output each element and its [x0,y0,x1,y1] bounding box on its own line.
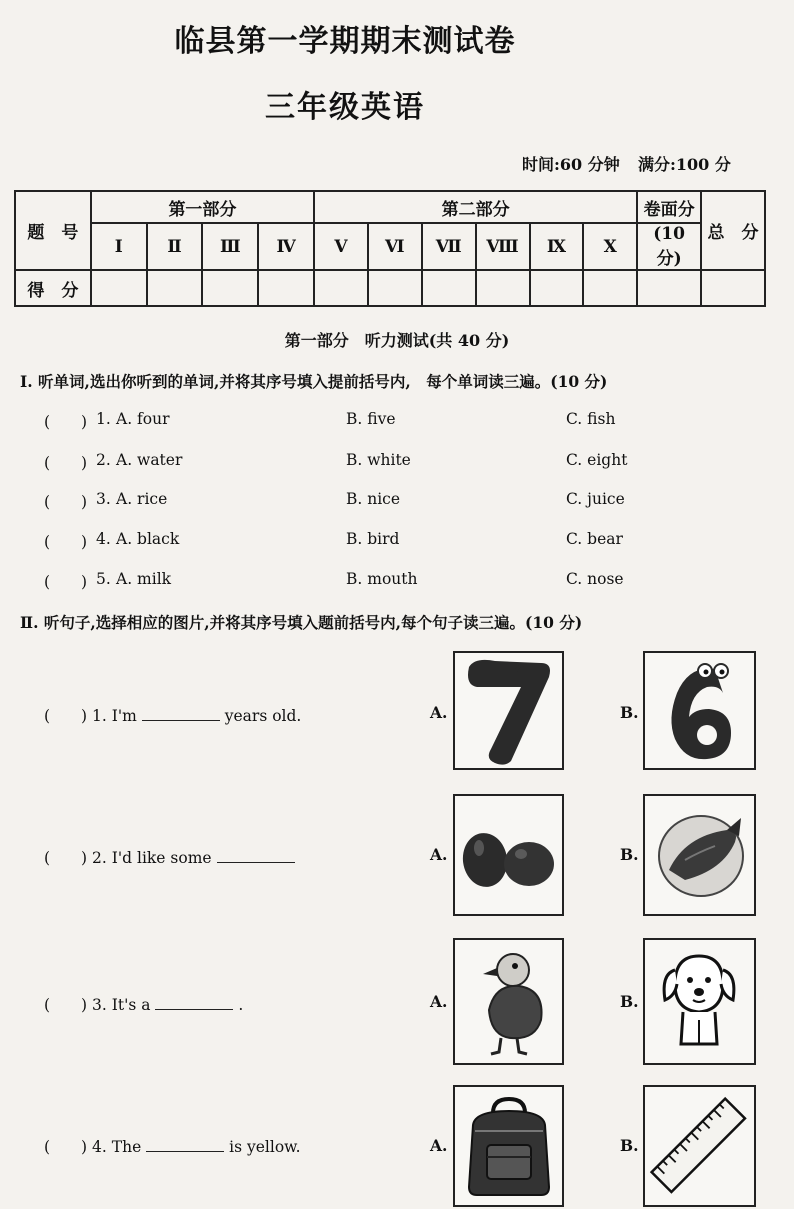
answer-paren[interactable]: ( ) [44,493,88,511]
eggs-icon [455,796,562,914]
answer-paren[interactable]: ( ) [44,849,88,867]
score-table-paper-score-value: (10 分) [637,223,701,270]
score-cell[interactable] [91,270,147,306]
option-a: A. milk [116,570,172,588]
score-cell[interactable] [202,270,258,306]
picture-dog[interactable] [643,938,756,1065]
section2-heading: Ⅱ. 听句子,选择相应的图片,并将其序号填入题前括号内,每个句子读三遍。(10 分) [20,613,583,632]
ruler-icon [645,1087,754,1205]
picture-number-six[interactable] [643,651,756,770]
answer-paren[interactable]: ( ) [44,454,88,472]
fish-on-plate-icon [645,796,754,914]
question-number: 5. [96,570,111,588]
score-table-col: Ⅷ [476,223,530,270]
option-b: B. five [346,410,396,428]
question-text: 1. I'm [92,707,137,725]
score-cell[interactable] [583,270,637,306]
score-cell[interactable] [314,270,368,306]
answer-paren[interactable]: ( ) [44,413,88,431]
question-text: 2. I'd like some [92,849,212,867]
picture-bag[interactable] [453,1085,564,1207]
option-b: B. mouth [346,570,418,588]
score-table-part2: 第二部分 [314,191,637,223]
schoolbag-icon [455,1087,562,1205]
option-label-a: A. [430,1136,448,1155]
question-number: 1. [96,410,111,428]
question-text: 3. It's a [92,996,151,1014]
question-number: 2. [96,451,111,469]
score-cell[interactable] [422,270,476,306]
question-2-3 [44,993,243,1015]
score-table-total: 总 分 [701,191,765,270]
option-label-a: A. [430,845,448,864]
option-label-b: B. [620,703,639,722]
picture-number-seven[interactable] [453,651,564,770]
question-text: 4. The [92,1138,142,1156]
duck-icon [455,940,562,1063]
option-label-b: B. [620,845,639,864]
score-cell[interactable] [530,270,584,306]
dog-icon [645,940,754,1063]
answer-paren[interactable]: ( ) [44,707,88,725]
exam-full-score: 满分:100 分 [638,155,731,174]
score-cell[interactable] [147,270,203,306]
picture-fish-plate[interactable] [643,794,756,916]
option-label-b: B. [620,992,639,1011]
option-c: C. fish [566,410,616,428]
score-table-col: Ⅲ [202,223,258,270]
score-table-col: Ⅴ [314,223,368,270]
score-cell[interactable] [701,270,765,306]
score-cell[interactable] [637,270,701,306]
score-table-score-label: 得 分 [15,270,91,306]
picture-ruler[interactable] [643,1085,756,1207]
option-label-a: A. [430,992,448,1011]
score-table-number-label: 题 号 [15,191,91,270]
option-a: A. water [116,451,183,469]
part1-heading: 第一部分 听力测试(共 40 分) [284,331,510,350]
score-table-col: Ⅳ [258,223,314,270]
score-table-col: Ⅰ [91,223,147,270]
option-a: A. four [116,410,170,428]
score-cell[interactable] [258,270,314,306]
picture-duck[interactable] [453,938,564,1065]
picture-eggs[interactable] [453,794,564,916]
exam-subtitle: 三年级英语 [265,90,425,125]
answer-paren[interactable]: ( ) [44,573,88,591]
question-text-tail: is yellow. [229,1138,301,1156]
answer-blank[interactable] [146,1137,224,1152]
question-text-tail: . [238,996,244,1014]
score-table-paper-score: 卷面分 [637,191,701,223]
question-number: 4. [96,530,111,548]
option-a: A. black [116,530,180,548]
answer-blank[interactable] [155,995,233,1010]
score-cell[interactable] [368,270,422,306]
option-c: C. juice [566,490,625,508]
score-table-col: Ⅶ [422,223,476,270]
option-c: C. eight [566,451,628,469]
score-table-col: Ⅸ [530,223,584,270]
score-table-col: Ⅱ [147,223,203,270]
question-2-1 [44,704,301,726]
answer-paren[interactable]: ( ) [44,996,88,1014]
exam-title: 临县第一学期期末测试卷 [174,24,516,59]
number-seven-icon [455,653,562,768]
exam-time: 时间:60 分钟 [522,155,620,174]
option-label-a: A. [430,703,448,722]
answer-blank[interactable] [217,848,295,863]
answer-paren[interactable]: ( ) [44,1138,88,1156]
option-b: B. bird [346,530,400,548]
answer-paren[interactable]: ( ) [44,533,88,551]
option-label-b: B. [620,1136,639,1155]
score-table-col: Ⅹ [583,223,637,270]
score-table-col: Ⅵ [368,223,422,270]
option-b: B. white [346,451,411,469]
answer-blank[interactable] [142,706,220,721]
question-number: 3. [96,490,111,508]
section1-heading: Ⅰ. 听单词,选出你听到的单词,并将其序号填入提前括号内, 每个单词读三遍。(10 分) [20,372,608,391]
score-cell[interactable] [476,270,530,306]
score-table [14,190,766,307]
question-text-tail: years old. [224,707,302,725]
score-table-part1: 第一部分 [91,191,314,223]
option-c: C. nose [566,570,624,588]
option-b: B. nice [346,490,401,508]
option-a: A. rice [116,490,168,508]
question-2-2 [44,846,295,868]
number-six-icon [645,653,754,768]
question-2-4 [44,1135,301,1157]
option-c: C. bear [566,530,623,548]
